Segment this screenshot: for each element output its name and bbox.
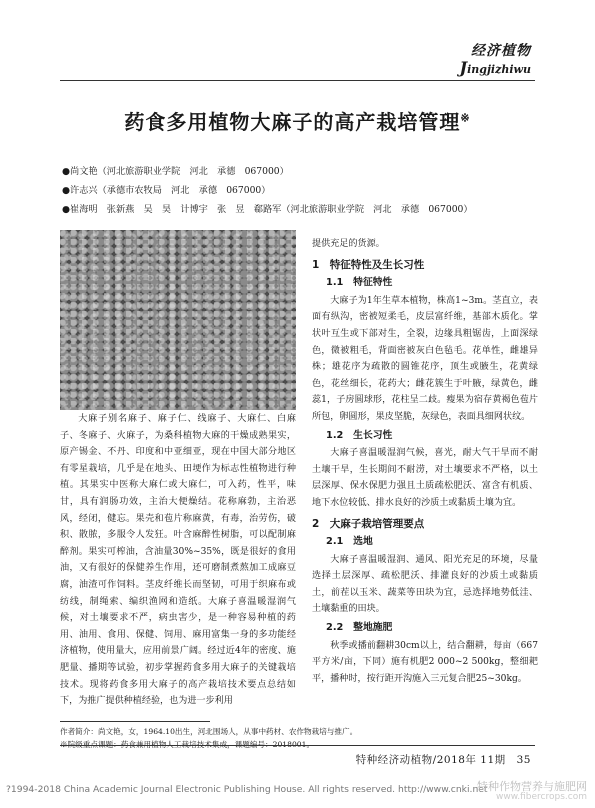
- footer-divider: [60, 745, 535, 746]
- section-title-en: [460, 58, 532, 77]
- section-heading-2: 2 大麻子栽培管理要点: [312, 517, 425, 530]
- title-footnote-mark: ※: [460, 111, 471, 125]
- left-column: [60, 411, 296, 710]
- section-heading-2-1: 2.1 选地: [326, 536, 373, 548]
- author-line: ●许志兴（承德市农牧局 河北 承德 067000）: [62, 185, 271, 196]
- section-title-en-rest: ingjizhiwu: [467, 63, 531, 76]
- hemp-seeds-photo: [60, 230, 296, 410]
- article-title-text: 药食多用植物大麻子的高产栽培管理: [124, 110, 461, 134]
- article-title: [0, 106, 595, 135]
- watermark-cn: 特种作物营养与施肥网: [477, 780, 587, 793]
- section-title-cn: 经济植物: [471, 43, 531, 59]
- author-line: ●尚文艳（河北旅游职业学院 河北 承德 067000）: [62, 166, 289, 177]
- intro-paragraph: 大麻子别名麻子、麻子仁、线麻子、大麻仁、白麻子、冬麻子、火麻子，为桑科植物大麻的干燥成熟果实，原产锡金、不丹、印度和中亚细亚，现在中国大部分地区有零星栽培，几乎是在地头、田埂作为标志性植物进行种植。其果实中医称大麻仁或大麻仁，可入药，性平，味甘，具有润肠功效，主治大便燥结。花称麻勃，主治恶风，经闭，健忘。果壳和苞片称麻黄，有毒，治劳伤，破积、散脓，多服令人发狂。叶含麻醉性树脂，可以配制麻醉剂。果实可榨油，含油量30%~35%，既是很好的食用油，又有很好的保健养生作用，还可磨制煮熬加工成麻豆腐，油渣可作饲料。茎皮纤维长而坚韧，可用于织麻布或纺线，制绳索、编织渔网和造纸。大麻子喜温暖湿润气候，对土壤要求不严，病虫害少，是一种容易种植的药用、油用、食用、保健、饲用、麻用富集一身的多功能经济植物，使用量大，应用前景广阔。经过近4年的密度、施肥量、播期等试验，初步掌握药食多用大麻子的关键栽培技术。现将药食多用大麻子的高产栽培技术要点总结如下，为推广提供种植经验，也为进一步利用: [60, 414, 296, 707]
- intro-continuation: 提供充足的货源。: [312, 239, 385, 249]
- author-list: [62, 162, 473, 219]
- section-heading-1-2: 1.2 生长习性: [326, 429, 393, 441]
- section-heading-1: 1 特征特性及生长习性: [312, 258, 425, 271]
- section-title-en-initial: J: [459, 58, 468, 77]
- section-text-2-1: 大麻子喜温暖湿润、通风、阳光充足的环境，尽量选择土层深厚、疏松肥沃、排灌良好的沙质土或黏质土，前茬以玉米、蔬菜等田块为宜，忌选择地势低洼、土壤黏重的田块。: [312, 554, 538, 615]
- right-column: [312, 236, 538, 687]
- funding-note: ※院级重点课题：药食兼用植物人工栽培技术集成，课题编号：2018001。: [60, 740, 315, 749]
- author-line: ●崔海明 张新燕 吴 昊 计博宇 张 昱 郗路军（河北旅游职业学院 河北 承德 067000）: [62, 204, 473, 215]
- section-text-1-2: 大麻子喜温暖湿润气候，喜光，耐大气干旱而不耐土壤干旱，生长期间不耐涝，对土壤要求不严格，以土层深厚、保水保肥力强且土质疏松肥沃、富含有机质、地下水位较低、排水良好的沙质土或黏质土壤为宜。: [312, 448, 538, 508]
- author-bio-note: 作者简介：尚文艳，女，1964.10出生，河北围场人，从事中药材、农作物栽培与推广。: [60, 727, 358, 736]
- footnote-divider: [60, 721, 210, 722]
- footnotes: [60, 725, 357, 751]
- watermark-url: www.fibercrops.com: [496, 792, 587, 802]
- header-divider: [60, 80, 535, 81]
- section-heading-1-1: 1.1 特征特性: [326, 277, 393, 289]
- copyright-line: ?1994-2018 China Academic Journal Electronic Publishing House. All rights reserved. http://www.cnki.net: [6, 784, 488, 795]
- section-text-2-2: 秋季或播前翻耕30cm以上，结合翻耕，每亩（667平方米/亩，下同）施有机肥2 000~2 500kg，整细耙平，播种时，按行距开沟施入三元复合肥25~30kg。: [312, 640, 538, 684]
- journal-page-info: 特种经济动植物/2018年 11期 35: [355, 754, 531, 766]
- section-heading-2-2: 2.2 整地施肥: [326, 622, 393, 634]
- section-text-1-1: 大麻子为1年生草本植物，株高1~3m。茎直立，表面有纵沟，密被短柔毛，皮层富纤维，基部木质化。掌状叶互生或下部对生，全裂，边缘具粗锯齿，上面深绿色，微被粗毛，背面密被灰白色毡毛。花单性，雌雄异株；雄花序为疏散的圆锥花序，顶生或腋生，花黄绿色，花丝细长，花药大；雌花簇生于叶腋，绿黄色，雌蕊1，子房圆球形，花柱呈二歧。瘦果为宿存黄褐色苞片所包，卵圆形，果皮坚脆，灰绿色，表面具细网状纹。: [312, 295, 538, 422]
